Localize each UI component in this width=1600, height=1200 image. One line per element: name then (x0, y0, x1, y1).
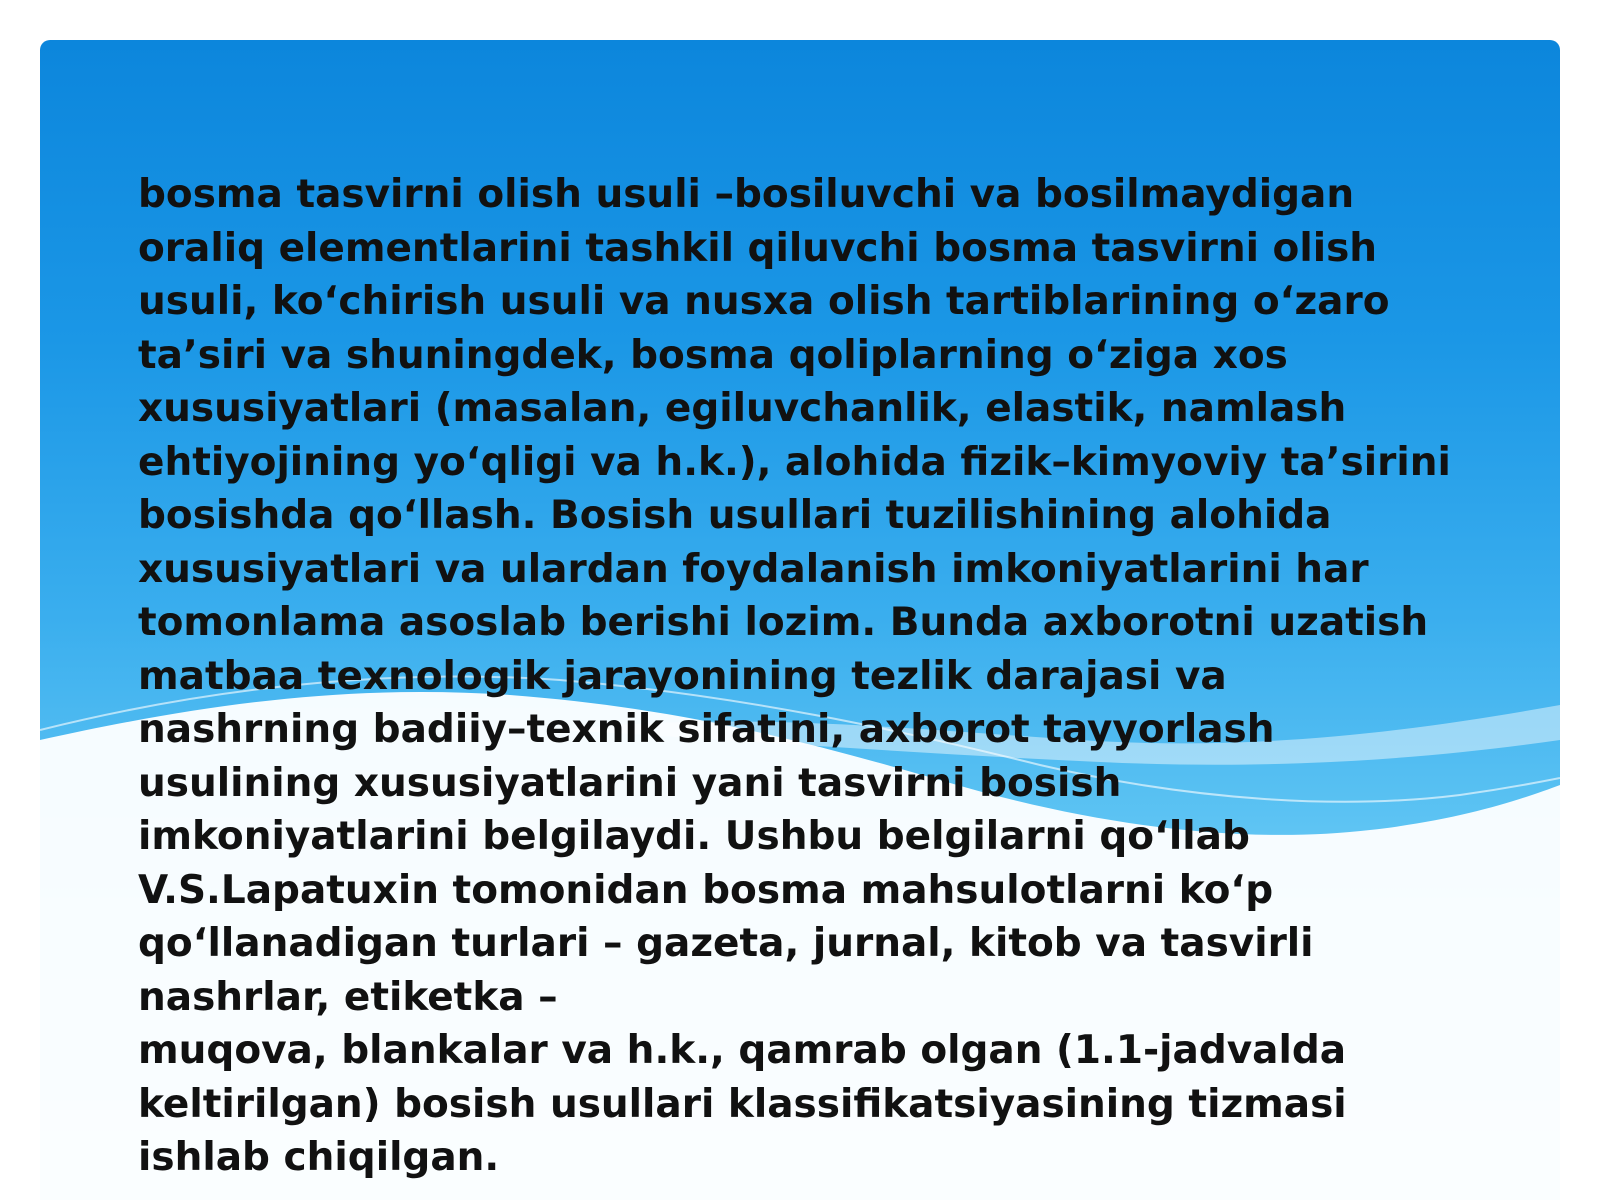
slide-body-text: bosma tasvirni olish usuli –bosiluvchi va bosilmaydigan oraliq elementlarini tashkil qiluvchi bosma tasvirni olish usuli, ko‘chirish usuli va nusxa olish tartiblarining o‘zaro ta’siri va shuningdek, bosma qoliplarning o‘ziga xos xususiyatlari (masalan, egiluvchanlik, elastik, namlash ehtiyojining yo‘qligi va h.k.), alohida fizik–kimyoviy ta’sirini bosishda qo‘llash. Bosish usullari tuzilishining alohida xususiyatlari va ulardan foydalanish imkoniyatlarini har tomonlama asoslab berishi lozim. Bunda axborotni uzatish matbaa texnologik jarayonining tezlik darajasi va nashrning badiiy–texnik sifatini, axborot tayyorlash usulining xususiyatlarini yani tasvirni bosish imkoniyatlarini belgilaydi. Ushbu belgilarni qo‘llab V.S.Lapatuxin tomonidan bosma mahsulotlarni ko‘p qo‘llanadigan turlari – gazeta, jurnal, kitob va tasvirli nashrlar, etiketka – muqova, blankalar va h.k., qamrab olgan (1.1-jadvalda keltirilgan) bosish usullari klassifikatsiyasining tizmasi ishlab chiqilgan. (138, 172, 1451, 1180)
